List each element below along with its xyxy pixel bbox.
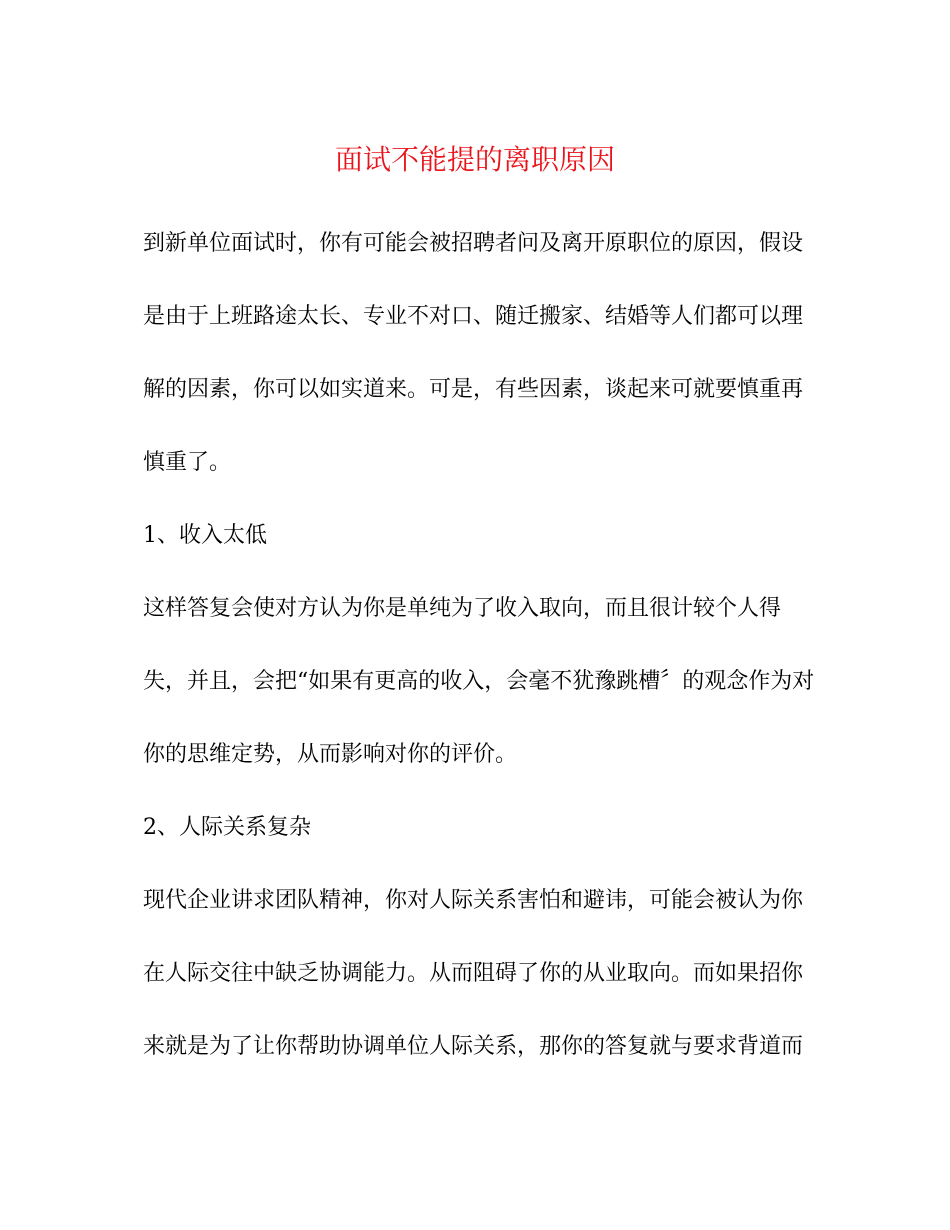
- paragraph-line: 解的因素，你可以如实道来。可是，有些因素，谈起来可就要慎重再: [143, 377, 804, 402]
- section-heading: 1、收入太低: [143, 523, 267, 548]
- document-title: 面试不能提的离职原因: [334, 143, 615, 176]
- section-heading: 2、人际关系复杂: [143, 815, 311, 840]
- paragraph-line: 到新单位面试时，你有可能会被招聘者问及离开原职位的原因，假设: [143, 231, 804, 256]
- paragraph-line: 来就是为了让你帮助协调单位人际关系，那你的答复就与要求背道而: [143, 1034, 804, 1059]
- paragraph-line: 失，并且，会把“如果有更高的收入，会毫不犹豫跳槽〞的观念作为对: [143, 669, 815, 694]
- paragraph-line: 现代企业讲求团队精神，你对人际关系害怕和避讳，可能会被认为你: [143, 888, 804, 913]
- paragraph-line: 这样答复会使对方认为你是单纯为了收入取向，而且很计较个人得: [143, 596, 782, 621]
- paragraph-line: 慎重了。: [143, 450, 232, 475]
- paragraph-line: 你的思维定势，从而影响对你的评价。: [143, 742, 518, 767]
- paragraph-line: 在人际交往中缺乏协调能力。从而阻碍了你的从业取向。而如果招你: [143, 961, 804, 986]
- paragraph-line: 是由于上班路途太长、专业不对口、随迁搬家、结婚等人们都可以理: [143, 304, 804, 329]
